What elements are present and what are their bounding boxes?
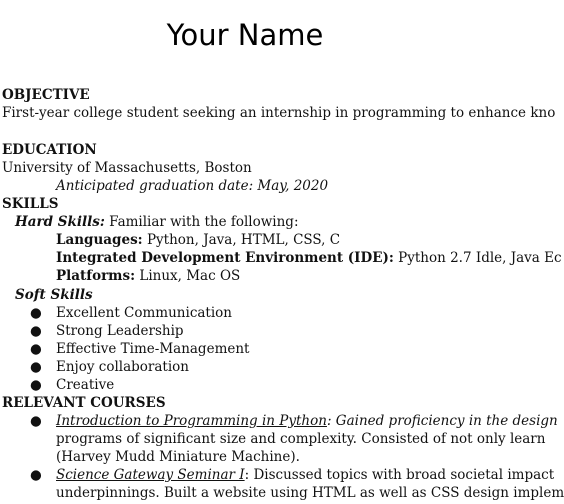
course-title: Science Gateway Seminar I [56, 467, 245, 483]
hard-skills-text: Familiar with the following: [104, 214, 299, 230]
objective-heading: OBJECTIVE [2, 87, 90, 103]
platforms-line [56, 267, 240, 285]
course-desc-line: underpinnings. Built a website using HTML as well as CSS design implem [56, 485, 564, 501]
hard-skills-label: Hard Skills: [15, 214, 105, 230]
hard-skills-line [15, 213, 299, 231]
platforms-label: Platforms: [56, 268, 136, 284]
ide-label: Integrated Development Environment (IDE): [56, 250, 394, 266]
ide-text: Python 2.7 Idle, Java Ec [393, 250, 562, 266]
bullet-icon: ● [30, 359, 42, 375]
course-desc: : Discussed topics with broad societal impact [244, 467, 555, 483]
graduation-date: Anticipated graduation date: May, 2020 [56, 178, 329, 194]
ide-line [56, 249, 562, 267]
languages-line [56, 231, 340, 249]
bullet-icon: ● [30, 305, 42, 321]
school-name: University of Massachusetts, Boston [2, 160, 252, 176]
bullet-icon: ● [30, 467, 42, 483]
soft-skill-text: Effective Time-Management [56, 341, 250, 357]
platforms-text: Linux, Mac OS [135, 268, 241, 284]
soft-skill-item [0, 340, 504, 358]
languages-label: Languages: [56, 232, 143, 248]
soft-skill-item [0, 376, 504, 394]
education-heading: EDUCATION [2, 142, 97, 158]
soft-skills-label: Soft Skills [15, 287, 93, 303]
soft-skill-text: Strong Leadership [56, 323, 184, 339]
soft-skill-text: Creative [56, 377, 115, 393]
course-desc-line: (Harvey Mudd Miniature Machine). [56, 449, 300, 465]
bullet-icon: ● [30, 377, 42, 393]
course-item [0, 466, 555, 484]
objective-text: First-year college student seeking an internship in programming to enhance kno [2, 105, 556, 121]
bullet-icon: ● [30, 413, 42, 429]
course-item [0, 412, 558, 430]
course-desc-line: programs of significant size and complexity. Consisted of not only learn [56, 431, 546, 447]
courses-heading: RELEVANT COURSES [2, 395, 166, 411]
course-text [56, 466, 554, 484]
course-text [56, 412, 558, 430]
course-desc: : Gained proficiency in the design [326, 413, 558, 429]
soft-skill-text: Excellent Communication [56, 305, 232, 321]
soft-skill-item [0, 304, 504, 322]
soft-skill-text: Enjoy collaboration [56, 359, 189, 375]
bullet-icon: ● [30, 323, 42, 339]
course-title: Introduction to Programming in Python [56, 413, 327, 429]
soft-skill-item [0, 358, 504, 376]
soft-skill-item [0, 322, 504, 340]
languages-text: Python, Java, HTML, CSS, C [142, 232, 341, 248]
resume-name: Your Name [166, 18, 324, 52]
bullet-icon: ● [30, 341, 42, 357]
skills-heading: SKILLS [2, 196, 59, 212]
